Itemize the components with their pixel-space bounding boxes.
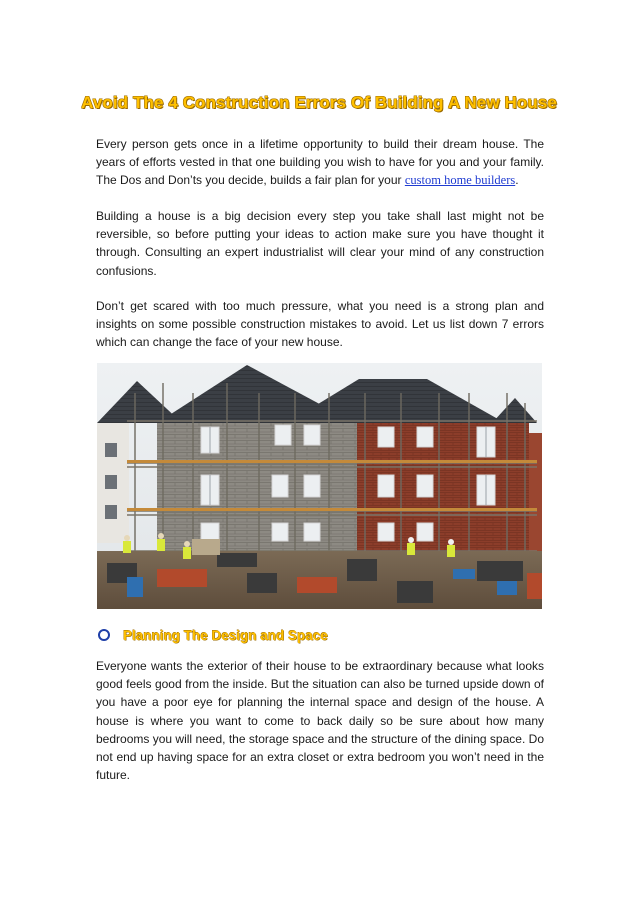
- construction-site-photo: [97, 363, 542, 609]
- section-heading: [97, 625, 497, 645]
- custom-home-builders-link[interactable]: custom home builders: [404, 173, 516, 188]
- circle-bullet-icon: [98, 629, 110, 641]
- intro-text: Every person gets once in a lifetime opportunity to build their dream house. The years of efforts vested in that one building you wish to have for you and your family. The Dos and Don’ts you decide, builds a fair plan for your: [96, 137, 544, 188]
- paragraph-2: Building a house is a big decision every step you take shall last might not be reversible, so before putting your ideas to action make sure you have thought it through. Consulting an expert industrialist will clear your mind of any construction confusions.: [96, 209, 544, 278]
- section-body-paragraph: Everyone wants the exterior of their house to be extraordinary because what looks good feels good from the inside. But the situation can also be turned upside down of you have a poor eye for planning the internal space and design of the house. A house is where you want to come to back daily so be sure about how many bedrooms you will need, the storage space and the structure of the dining space. Do not end up having space for an extra closet or extra bedroom you won’t need in the future.: [96, 659, 544, 783]
- paragraph-3: Don’t get scared with too much pressure, what you need is a strong plan and insights on some possible construction mistakes to avoid. Let us list down 7 errors which can change the face of your new house.: [96, 299, 544, 350]
- intro-period: .: [515, 173, 519, 188]
- intro-paragraph: [96, 135, 544, 190]
- section-heading-text: Planning The Design and Space: [123, 627, 328, 643]
- document-title: Avoid The 4 Construction Errors Of Building A New House: [81, 93, 557, 112]
